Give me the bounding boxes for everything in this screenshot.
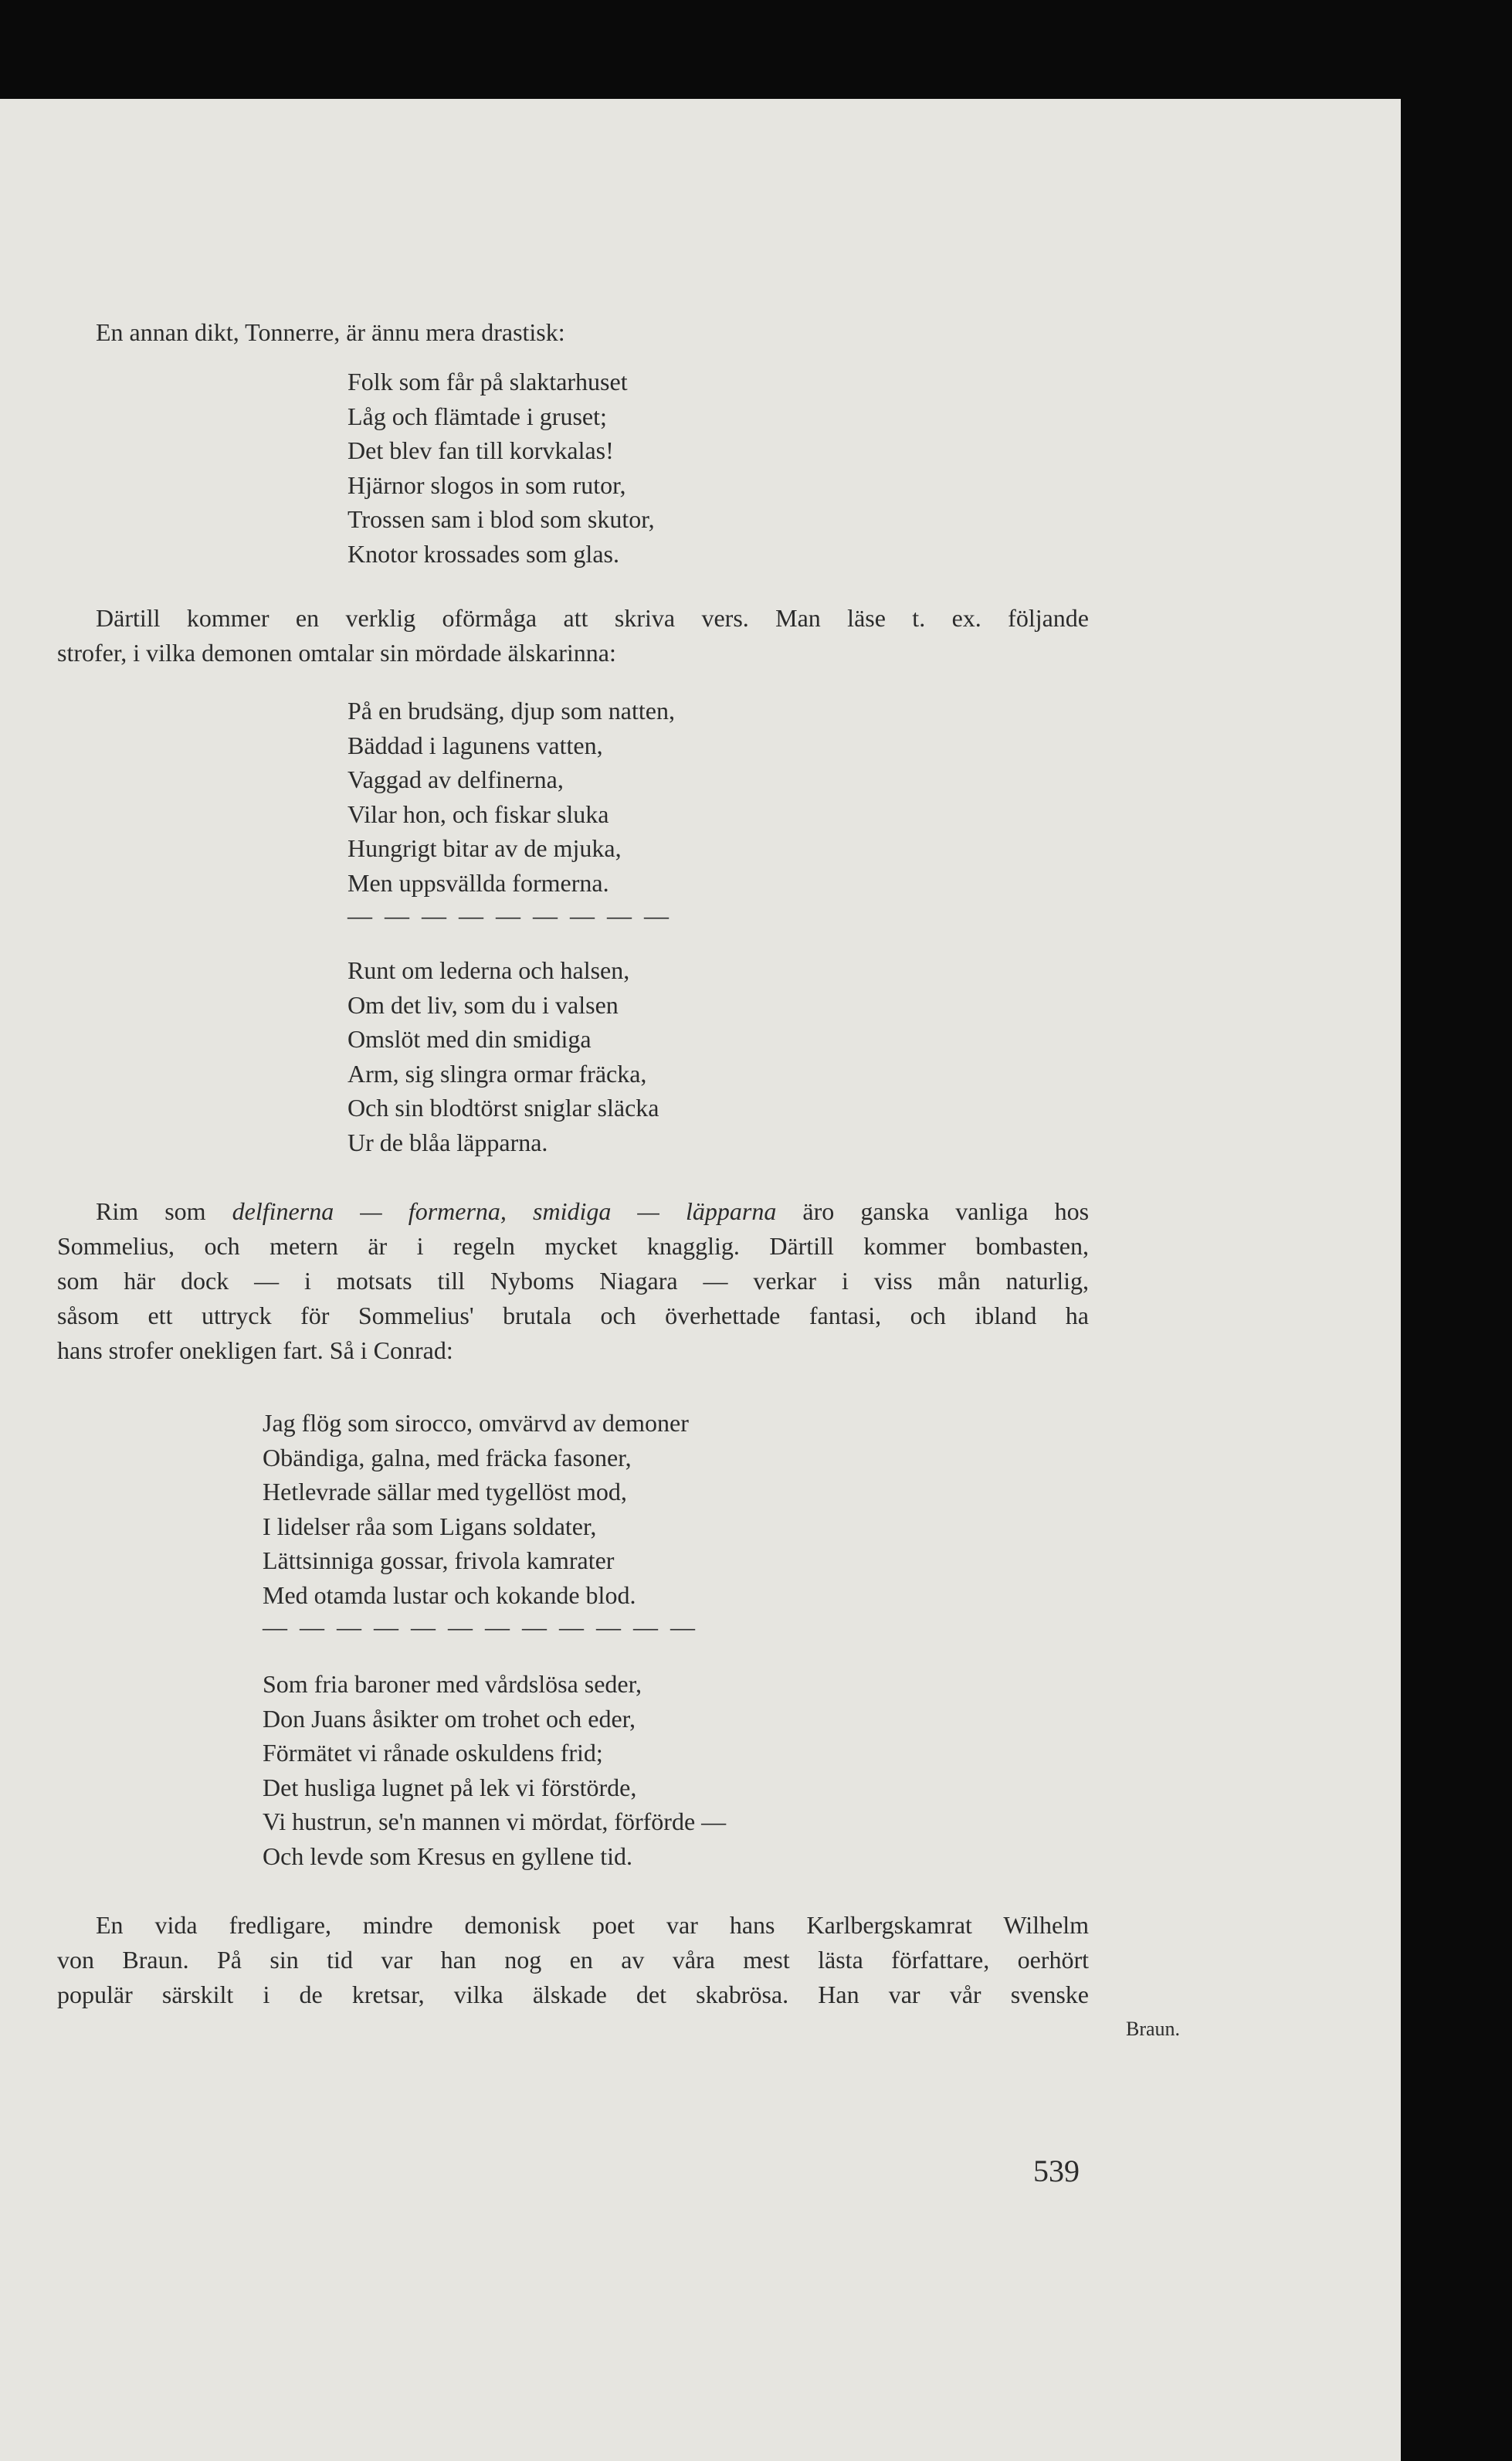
paragraph-oformaga bbox=[57, 601, 1089, 670]
poem-line: Och sin blodtörst sniglar släcka bbox=[347, 1094, 659, 1122]
margin-note: Braun. bbox=[1126, 2018, 1181, 2040]
poem-line: Runt om lederna och halsen, bbox=[347, 956, 630, 984]
poem-line: Vaggad av delfinerna, bbox=[347, 765, 564, 793]
poem-line: Vilar hon, och fiskar sluka bbox=[347, 799, 609, 828]
poem-line: Omslöt med din smidiga bbox=[347, 1025, 592, 1053]
poem-line: Trossen sam i blod som skutor, bbox=[347, 505, 655, 533]
poem-line: Obändiga, galna, med fräcka fasoner, bbox=[263, 1443, 632, 1472]
page-number: 539 bbox=[1033, 2154, 1080, 2188]
poem-line: Don Juans åsikter om trohet och eder, bbox=[263, 1704, 636, 1733]
book-page bbox=[0, 99, 1401, 2461]
poem-line: Knotor krossades som glas. bbox=[347, 539, 619, 568]
rim-prefix: Rim som bbox=[96, 1197, 206, 1225]
poem-conrad-strof-1 bbox=[263, 1406, 689, 1612]
paragraph-line: von Braun. På sin tid var han nog en av våra mest lästa författare, oerhört bbox=[57, 1946, 1089, 1974]
poem-line: Med otamda lustar och kokande blod. bbox=[263, 1580, 636, 1609]
paragraph-braun bbox=[57, 1908, 1089, 2012]
poem-line: Hetlevrade sällar med tygellöst mod, bbox=[263, 1478, 627, 1505]
poem-line: På en brudsäng, djup som natten, bbox=[347, 697, 675, 725]
poem-line: Hungrigt bitar av de mjuka, bbox=[347, 834, 622, 862]
paragraph-line: hans strofer onekligen fart. Så i Conrad: bbox=[57, 1336, 453, 1364]
intro-line: En annan dikt, Tonnerre, är ännu mera drastisk: bbox=[96, 318, 565, 346]
poem-line: Jag flög som sirocco, omvärvd av demoner bbox=[263, 1409, 689, 1437]
poem-line: Det husliga lugnet på lek vi förstörde, bbox=[263, 1773, 637, 1801]
poem-line: I lidelser råa som Ligans soldater, bbox=[263, 1512, 597, 1540]
poem-line: Som fria baroner med vårdslösa seder, bbox=[263, 1670, 642, 1698]
poem-line: Låg och flämtade i gruset; bbox=[347, 402, 607, 430]
poem-demonen-strof-1 bbox=[347, 694, 675, 900]
poem-line: Lättsinniga gossar, frivola kamrater bbox=[263, 1546, 615, 1574]
poem-conrad-strof-2 bbox=[263, 1667, 726, 1873]
paragraph-line: Därtill kommer en verklig oförmåga att skriva vers. Man läse t. ex. följande bbox=[96, 604, 1089, 632]
paragraph-rim bbox=[57, 1194, 1089, 1368]
poem-line: Vi hustrun, se'n mannen vi mördat, förförde — bbox=[263, 1808, 727, 1835]
poem-line: Om det liv, som du i valsen bbox=[347, 990, 619, 1019]
paragraph-line bbox=[57, 1194, 1089, 1229]
rim-examples: delfinerna — formerna, smidiga — läpparna bbox=[232, 1197, 777, 1225]
poem-line: Det blev fan till korvkalas! bbox=[347, 436, 614, 464]
poem-line: Arm, sig slingra ormar fräcka, bbox=[347, 1059, 647, 1088]
poem-line: Hjärnor slogos in som rutor, bbox=[347, 470, 626, 499]
poem-line: Bäddad i lagunens vatten, bbox=[347, 731, 603, 759]
poem-line: Och levde som Kresus en gyllene tid. bbox=[263, 1842, 632, 1870]
paragraph-line: En vida fredligare, mindre demonisk poet var hans Karlbergskamrat Wilhelm bbox=[96, 1911, 1089, 1939]
stanza-separator: — — — — — — — — — bbox=[347, 901, 672, 929]
poem-line: Ur de blåa läpparna. bbox=[347, 1128, 548, 1156]
stanza-separator: — — — — — — — — — — — — bbox=[263, 1613, 698, 1641]
poem-line: Men uppsvällda formerna. bbox=[347, 868, 609, 897]
paragraph-line: Sommelius, och metern är i regeln mycket knagglig. Därtill kommer bombasten, bbox=[57, 1232, 1089, 1260]
paragraph-line: såsom ett uttryck för Sommelius' brutala och överhettade fantasi, och ibland ha bbox=[57, 1302, 1089, 1329]
poem-line: Folk som får på slaktarhuset bbox=[347, 368, 628, 395]
poem-tonnerre bbox=[347, 365, 655, 571]
paragraph-line: som här dock — i motsats till Nyboms Niagara — verkar i viss mån naturlig, bbox=[57, 1267, 1089, 1295]
paragraph-line: populär särskilt i de kretsar, vilka älskade det skabrösa. Han var vår svenske bbox=[57, 1981, 1089, 2008]
poem-demonen-strof-2 bbox=[347, 953, 659, 1159]
paragraph-line: strofer, i vilka demonen omtalar sin mördade älskarinna: bbox=[57, 639, 616, 667]
poem-line: Förmätet vi rånade oskuldens frid; bbox=[263, 1739, 603, 1767]
rim-suffix: äro ganska vanliga hos bbox=[802, 1197, 1090, 1225]
